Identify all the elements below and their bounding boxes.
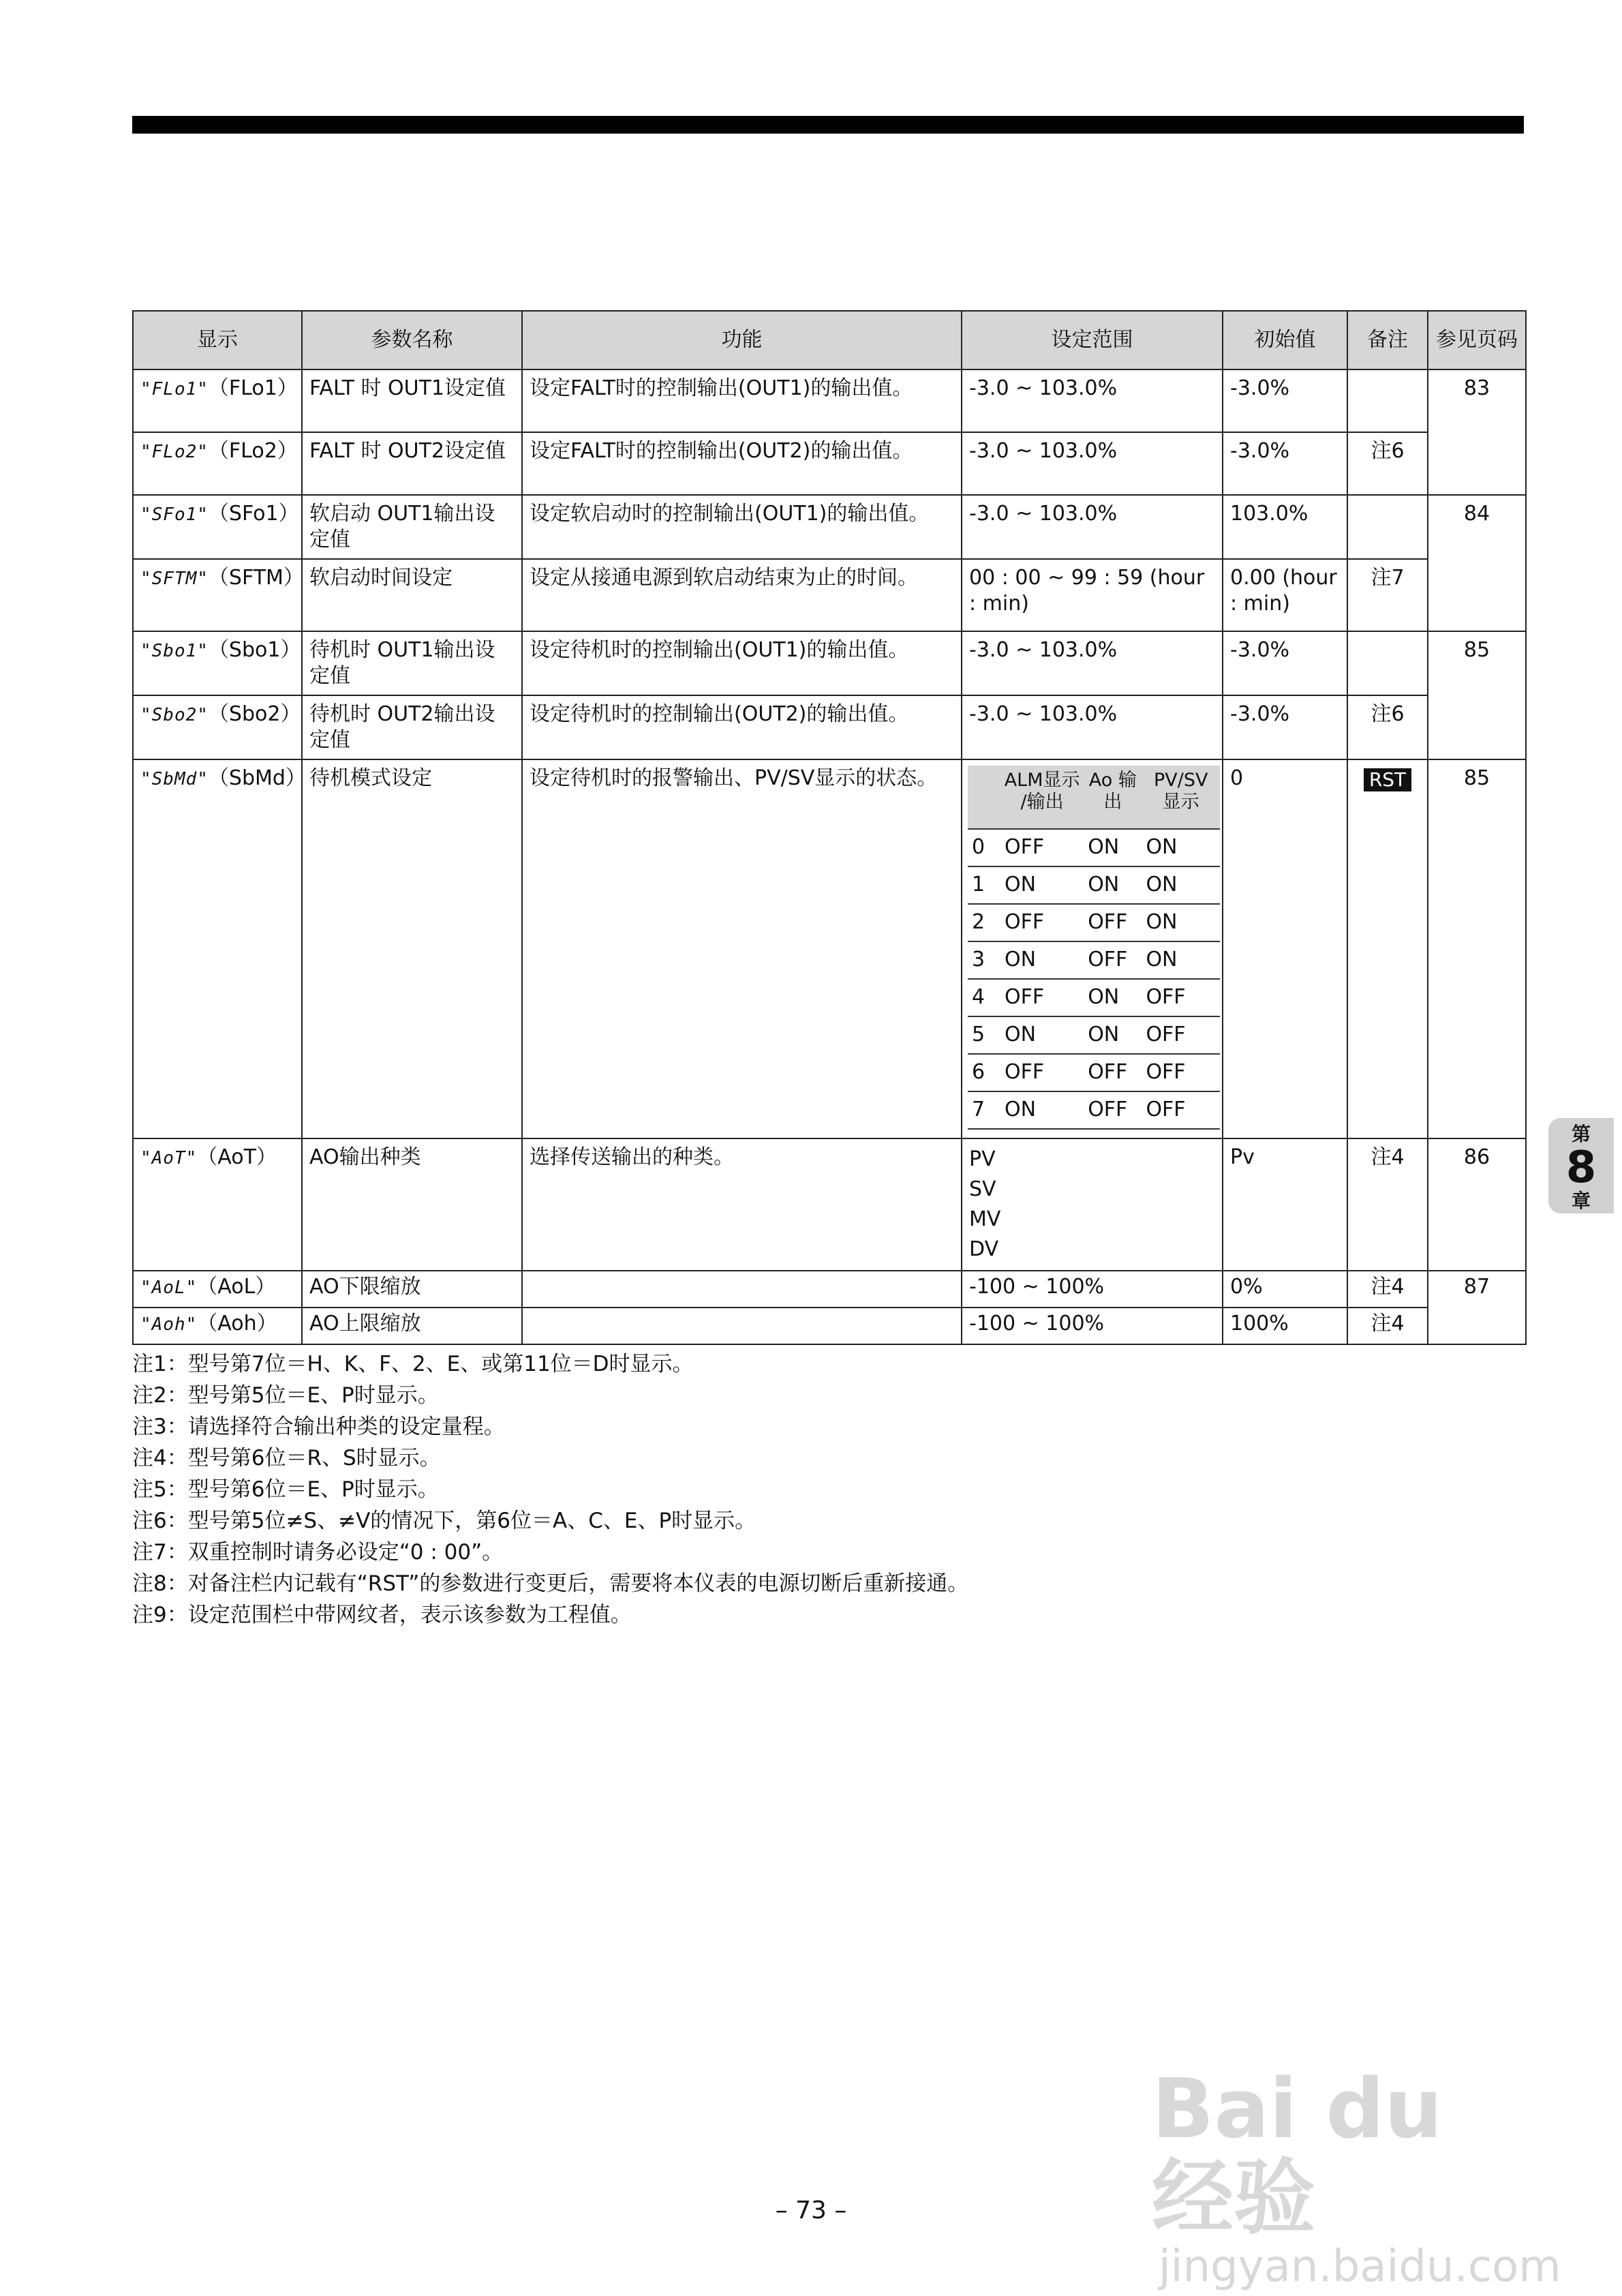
header-ref-page: 参见页码 (1428, 311, 1526, 369)
function-text: 设定待机时的控制输出(OUT2)的输出值。 (522, 695, 962, 759)
param-code: （Sbo2） (208, 702, 301, 726)
sub-cell: ON (1142, 829, 1220, 866)
footnote: 注2：型号第5位＝E、P时显示。 (132, 1383, 439, 1408)
table-row (133, 695, 1526, 759)
sub-cell: ON (1142, 941, 1220, 979)
footnote: 注8：对备注栏内记载有“RST”的参数进行变更后，需要将本仪表的电源切断后重新接通。 (132, 1571, 969, 1596)
range-value: 00 : 00 ~ 99 : 59 (hour : min) (962, 559, 1223, 631)
header-function: 功能 (522, 311, 962, 369)
sub-cell: 7 (968, 1091, 1000, 1129)
chapter-tab-suffix: 章 (1571, 1190, 1591, 1212)
segment-code: "SFo1" (140, 504, 209, 525)
range-option: SV (969, 1177, 996, 1201)
ref-page: 86 (1428, 1138, 1526, 1271)
param-name: 待机模式设定 (302, 759, 522, 1138)
display-cell (133, 559, 302, 631)
segment-code: "FLo1" (140, 379, 209, 399)
header-display: 显示 (133, 311, 302, 369)
footnote: 注6：型号第5位≠S、≠V的情况下，第6位＝A、C、E、P时显示。 (132, 1509, 756, 1533)
header-range: 设定范围 (962, 311, 1223, 369)
function-text: 设定FALT时的控制输出(OUT1)的输出值。 (522, 369, 962, 432)
sub-header: PV/SV 显示 (1142, 766, 1220, 829)
footnote: 注1：型号第7位＝H、K、F、2、E、或第11位＝D时显示。 (132, 1352, 694, 1376)
range-cell (962, 759, 1223, 1138)
range-value: -3.0 ~ 103.0% (962, 631, 1223, 695)
sub-cell: ON (1142, 904, 1220, 941)
remark (1347, 759, 1428, 1138)
sub-cell: OFF (1142, 979, 1220, 1016)
remark: 注7 (1347, 559, 1428, 631)
segment-code: "Sbo1" (140, 641, 209, 661)
sub-cell: 5 (968, 1016, 1000, 1054)
ref-page: 84 (1428, 495, 1526, 631)
sub-row (968, 1016, 1220, 1054)
table-row (133, 1138, 1526, 1271)
segment-code: "Sbo2" (140, 705, 209, 725)
watermark-logo: Bai du 经验 (1152, 2062, 1443, 2246)
header-param-name: 参数名称 (302, 311, 522, 369)
display-cell (133, 1271, 302, 1308)
sub-row (968, 866, 1220, 904)
function-text: 设定FALT时的控制输出(OUT2)的输出值。 (522, 432, 962, 495)
param-name: 软启动 OUT1输出设定值 (302, 495, 522, 559)
sub-cell: 0 (968, 829, 1000, 866)
range-list (962, 1138, 1223, 1271)
ref-page: 85 (1428, 631, 1526, 759)
initial-value: Pv (1223, 1138, 1347, 1271)
param-name: FALT 时 OUT1设定值 (302, 369, 522, 432)
header-initial: 初始值 (1223, 311, 1347, 369)
sub-header: ALM显示 /输出 (1000, 766, 1084, 829)
chapter-number: 8 (1565, 1143, 1597, 1193)
table-row (133, 1308, 1526, 1344)
display-cell (133, 759, 306, 1138)
standby-mode-table (968, 766, 1220, 1130)
remark: 注4 (1347, 1271, 1428, 1308)
display-cell (133, 695, 302, 759)
chapter-tab-prefix: 第 (1571, 1123, 1591, 1145)
sub-cell: OFF (1142, 1016, 1220, 1054)
sub-cell: OFF (1000, 1054, 1084, 1091)
range-option: PV (969, 1147, 996, 1171)
sub-cell: ON (1084, 979, 1142, 1016)
param-name: AO输出种类 (302, 1138, 522, 1271)
param-code: （Aoh） (197, 1312, 277, 1335)
param-code: （FLo2） (208, 439, 298, 463)
range-value: -3.0 ~ 103.0% (962, 695, 1223, 759)
sub-header-row (968, 766, 1220, 829)
range-option: DV (969, 1237, 999, 1261)
sub-cell: ON (1084, 829, 1142, 866)
function-text: 设定软启动时的控制输出(OUT1)的输出值。 (522, 495, 962, 559)
segment-code: "AoL" (140, 1278, 198, 1298)
param-code: （Sbo1） (208, 638, 301, 662)
remark: 注6 (1347, 695, 1428, 759)
sub-cell: ON (1000, 1016, 1084, 1054)
function-text (522, 1308, 962, 1344)
param-code: （SFo1） (208, 502, 299, 526)
initial-value: -3.0% (1223, 369, 1347, 432)
parameter-table (132, 310, 1527, 1345)
sub-row (968, 979, 1220, 1016)
sub-cell: ON (1084, 866, 1142, 904)
footnote: 注5：型号第6位＝E、P时显示。 (132, 1477, 439, 1502)
sub-cell: OFF (1084, 1091, 1142, 1129)
sub-cell: ON (1142, 866, 1220, 904)
sub-cell: 1 (968, 866, 1000, 904)
sub-cell: 4 (968, 979, 1000, 1016)
segment-code: "SbMd" (140, 769, 209, 789)
footnote: 注3：请选择符合输出种类的设定量程。 (132, 1415, 505, 1439)
remark: 注4 (1347, 1308, 1428, 1344)
param-code: （SFTM） (208, 566, 304, 590)
remark: 注4 (1347, 1138, 1428, 1271)
function-text: 选择传送输出的种类。 (522, 1138, 962, 1271)
ref-page: 87 (1428, 1271, 1526, 1344)
initial-value: 0.00 (hour : min) (1223, 559, 1347, 631)
display-cell (133, 1308, 302, 1344)
sub-row (968, 1054, 1220, 1091)
sub-cell: OFF (1000, 829, 1084, 866)
range-value: -3.0 ~ 103.0% (962, 369, 1223, 432)
sub-cell: ON (1000, 941, 1084, 979)
range-option: MV (969, 1207, 1001, 1231)
remark: 注6 (1347, 432, 1428, 495)
sub-cell: OFF (1000, 979, 1084, 1016)
sub-cell: ON (1084, 1016, 1142, 1054)
remark (1347, 495, 1428, 559)
function-text: 设定从接通电源到软启动结束为止的时间。 (522, 559, 962, 631)
footnote: 注7：双重控制时请务必设定“0 : 00”。 (132, 1540, 504, 1565)
footnotes (132, 1348, 968, 1631)
ref-page: 83 (1428, 369, 1526, 495)
sub-cell: OFF (1084, 1054, 1142, 1091)
sub-cell: 6 (968, 1054, 1000, 1091)
sub-cell: OFF (1142, 1054, 1220, 1091)
display-cell (133, 631, 302, 695)
initial-value: 0 (1223, 759, 1347, 1138)
display-cell (133, 495, 302, 559)
range-value: -3.0 ~ 103.0% (962, 432, 1223, 495)
param-name: FALT 时 OUT2设定值 (302, 432, 522, 495)
sub-row (968, 904, 1220, 941)
sub-cell: OFF (1084, 904, 1142, 941)
sub-header (968, 766, 1000, 829)
initial-value: -3.0% (1223, 695, 1347, 759)
header-remark: 备注 (1347, 311, 1428, 369)
function-text: 设定待机时的报警输出、PV/SV显示的状态。 (522, 759, 962, 1138)
sub-cell: 2 (968, 904, 1000, 941)
sub-cell: OFF (1142, 1091, 1220, 1129)
function-text: 设定待机时的控制输出(OUT1)的输出值。 (522, 631, 962, 695)
initial-value: 103.0% (1223, 495, 1347, 559)
param-code: （FLo1） (208, 376, 298, 400)
initial-value: -3.0% (1223, 631, 1347, 695)
param-name: 待机时 OUT1输出设定值 (302, 631, 522, 695)
watermark-url: jingyan.baidu.com (1159, 2241, 1561, 2292)
segment-code: "Aoh" (140, 1314, 198, 1335)
segment-code: "SFTM" (140, 569, 209, 589)
table-row (133, 495, 1526, 559)
sub-cell: ON (1000, 866, 1084, 904)
range-value: -100 ~ 100% (962, 1271, 1223, 1308)
param-code: （AoT） (197, 1145, 277, 1169)
table-row (133, 369, 1526, 432)
table-header-row (133, 311, 1526, 369)
param-name: AO下限缩放 (302, 1271, 522, 1308)
sub-cell: 3 (968, 941, 1000, 979)
sub-header: Ao 输出 (1084, 766, 1142, 829)
table-row (133, 432, 1526, 495)
sub-row (968, 829, 1220, 866)
param-code: （AoL） (197, 1275, 276, 1299)
footnote: 注4：型号第6位＝R、S时显示。 (132, 1446, 441, 1470)
sub-cell: ON (1000, 1091, 1084, 1129)
segment-code: "AoT" (140, 1148, 198, 1168)
chapter-tab (1548, 1118, 1614, 1213)
param-name: AO上限缩放 (302, 1308, 522, 1344)
initial-value: 100% (1223, 1308, 1347, 1344)
sub-cell: OFF (1084, 941, 1142, 979)
top-rule (132, 116, 1524, 134)
display-cell (133, 369, 302, 432)
segment-code: "FLo2" (140, 442, 209, 462)
param-code: （SbMd） (208, 766, 306, 790)
table-row (133, 559, 1526, 631)
sub-cell: OFF (1000, 904, 1084, 941)
param-name: 待机时 OUT2输出设定值 (302, 695, 522, 759)
rst-badge: RST (1364, 768, 1411, 791)
param-name: 软启动时间设定 (302, 559, 522, 631)
range-value: -3.0 ~ 103.0% (962, 495, 1223, 559)
ref-page: 85 (1428, 759, 1526, 1138)
display-cell (133, 432, 302, 495)
page-number: – 73 – (775, 2196, 847, 2224)
sub-row (968, 941, 1220, 979)
initial-value: -3.0% (1223, 432, 1347, 495)
sub-row (968, 1091, 1220, 1129)
table-row (133, 1271, 1526, 1308)
footnote: 注9：设定范围栏中带网纹者，表示该参数为工程值。 (132, 1603, 632, 1627)
table-row (133, 631, 1526, 695)
table-row (133, 759, 1526, 1138)
initial-value: 0% (1223, 1271, 1347, 1308)
display-cell (133, 1138, 302, 1271)
range-value: -100 ~ 100% (962, 1308, 1223, 1344)
remark (1347, 631, 1428, 695)
function-text (522, 1271, 962, 1308)
remark (1347, 369, 1428, 432)
